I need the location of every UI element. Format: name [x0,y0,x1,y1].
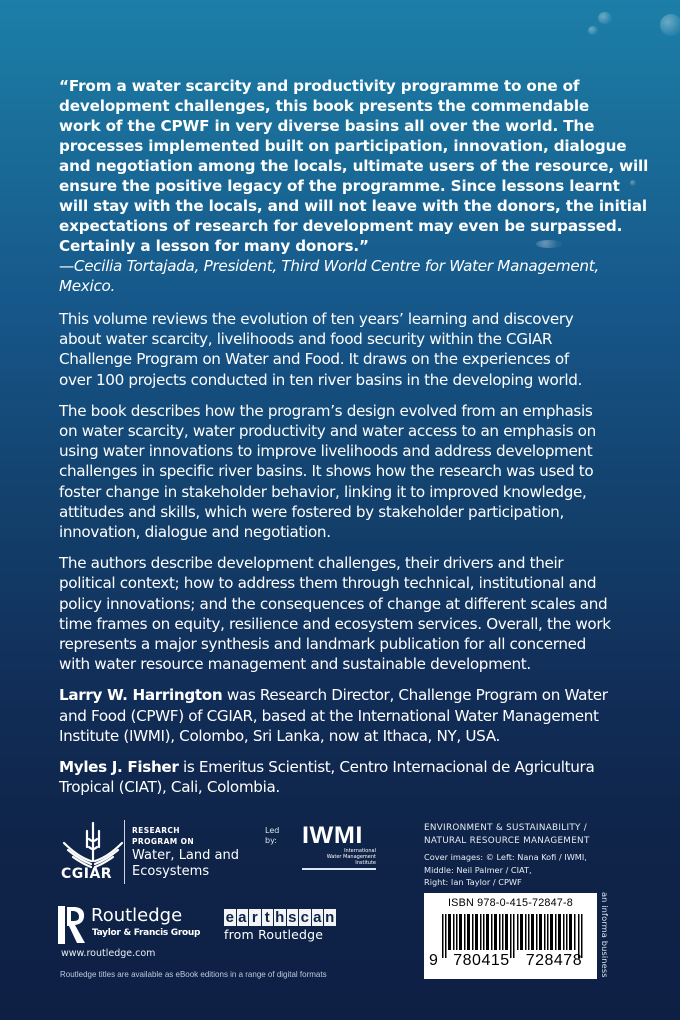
text-line [59,757,649,777]
category-line: ENVIRONMENT & SUSTAINABILITY / [424,823,588,833]
quote-line: development challenges, this book presents the commendable [59,97,590,115]
program-line: PROGRAM ON [132,836,195,846]
quote-line: ensure the positive legacy of the programme. Since lessons learnt [59,177,620,195]
barcode-digit-group: 728478 [525,952,583,969]
text-line: policy innovations; and the consequences of change at different scales and [59,594,608,613]
earthscan-logo [224,909,336,942]
program-line: Ecosystems [132,864,210,879]
earthscan-subtitle: from Routledge [224,927,324,942]
logo-divider [124,820,125,884]
author-name: Larry W. Harrington [59,686,223,705]
routledge-name: Routledge [91,905,183,926]
water-bubble [660,14,680,36]
led-by-label [265,826,279,846]
text-line: innovation, dialogue and negotiation. [59,523,331,542]
earthscan-letter: c [300,909,309,926]
led-by-line: Led [265,826,280,835]
research-program-label [132,826,194,847]
water-bubble [598,12,612,24]
text-line: using water innovations to improve livelihoods and address development [59,442,593,461]
barcode-digit-group: 780415 [453,952,510,969]
cover-image-credits [424,851,587,889]
text-line: time frames on equity, resilience and ecosystem services. Overall, the work [59,614,611,633]
earthscan-letter: n [325,909,335,926]
subject-category [424,822,590,848]
quote-line: “From a water scarcity and productivity programme to one of [59,77,580,95]
author-bio-fisher [59,757,649,797]
earthscan-letter: h [275,909,285,926]
informa-tagline [598,892,610,980]
credit-line: Cover images: © Left: Nana Kofi / IWMI, [424,852,587,862]
informa-text: an informa business [600,892,610,978]
routledge-url[interactable]: www.routledge.com [61,948,156,959]
earthscan-letter: r [249,909,261,926]
ebook-note: Routledge titles are available as eBook editions in a range of digital formats [60,969,327,979]
text-line: on water scarcity, water productivity and water access to an emphasis on [59,422,596,441]
text-line [59,685,649,705]
quote-line: expectations of research for development may even be surpassed. [59,217,623,235]
text-line: challenges in specific river basins. It shows how the research was used to [59,462,594,481]
quote-line: and negotiation among the locals, ultimate users of the resource, will [59,157,649,175]
text-line: about water scarcity, livelihoods and food security within the CGIAR [59,330,553,349]
iwmi-wordmark: IWMI [302,822,363,849]
earthscan-letter: t [262,909,274,926]
text-line: and Food (CPWF) of CGIAR, based at the International Water Management [59,706,599,725]
program-line: Water, Land and [132,848,239,863]
led-by-line: by: [265,836,277,845]
text-line: political context; how to address them through technical, institutional and [59,574,597,593]
barcode-digit: 9 [429,952,438,969]
iwmi-subtitle: Institute [355,860,376,866]
description-paragraph-2 [59,401,649,542]
quote-line: will stay with the locals, and will not leave with the donors, the initial [59,197,647,215]
water-bubble [588,26,598,35]
text-line: Tropical (CIAT), Cali, Colombia. [59,778,280,797]
category-line: NATURAL RESOURCE MANAGEMENT [424,836,590,846]
text-line: attitudes and skills, which were fostered by stakeholder participation, [59,502,564,521]
quote-line: processes implemented built on participation, innovation, dialogue [59,137,627,155]
earthscan-letter: a [313,909,322,926]
text-line: Challenge Program on Water and Food. It draws on the experiences of [59,350,569,369]
earthscan-wordmark [224,909,336,926]
routledge-r-icon [58,906,88,944]
credit-line: Right: Ian Taylor / CPWF [424,877,522,887]
text-line: foster change in stakeholder behavior, linking it to improved knowledge, [59,482,587,501]
isbn-barcode [424,893,597,979]
text-line: The authors describe development challenges, their drivers and their [59,554,564,573]
bio-text: is Emeritus Scientist, Centro Internacional de Agricultura [178,758,595,777]
author-name: Myles J. Fisher [59,758,179,777]
text-line: The book describes how the program’s design evolved from an emphasis [59,401,593,420]
quote-line: Certainly a lesson for many donors.” [59,237,369,255]
text-line: Institute (IWMI), Colombo, Sri Lanka, now at Ithaca, NY, USA. [59,726,500,745]
earthscan-letter: a [238,909,247,926]
text-line: This volume reviews the evolution of ten years’ learning and discovery [59,310,574,328]
quote-line: work of the CPWF in very diverse basins all over the world. The [59,117,595,135]
program-name [132,848,239,880]
text-line: with water resource management and sustainable development. [59,655,531,674]
barcode-digits [429,951,589,971]
description-paragraph-3 [59,553,649,674]
cgiar-label: CGIAR [61,866,113,882]
iwmi-subtitle: Water Management [326,854,376,860]
routledge-group: Taylor & Francis Group [92,928,201,938]
isbn-number: ISBN 978-0-415-72847-8 [447,897,574,909]
endorsement-quote [59,76,649,256]
description-paragraph-1 [59,309,649,390]
bio-text: was Research Director, Challenge Program on Water [222,686,608,705]
credit-line: Middle: Neil Palmer / CIAT, [424,864,532,875]
earthscan-letter: s [288,909,297,926]
back-cover-text [59,76,649,797]
attribution-line: —Cecilia Tortajada, President, Third World Centre for Water Management, [59,257,599,275]
earthscan-letter: e [225,909,234,926]
quote-attribution [59,256,649,296]
iwmi-underline [302,868,376,870]
attribution-line: Mexico. [59,277,116,295]
text-line: over 100 projects conducted in ten river basins in the developing world. [59,370,583,389]
author-bio-harrington [59,685,649,746]
program-line: RESEARCH [132,826,180,835]
text-line: represents a major synthesis and landmark publication for all concerned [59,635,586,654]
iwmi-logo [302,824,376,870]
iwmi-subtitle: International [344,848,376,854]
